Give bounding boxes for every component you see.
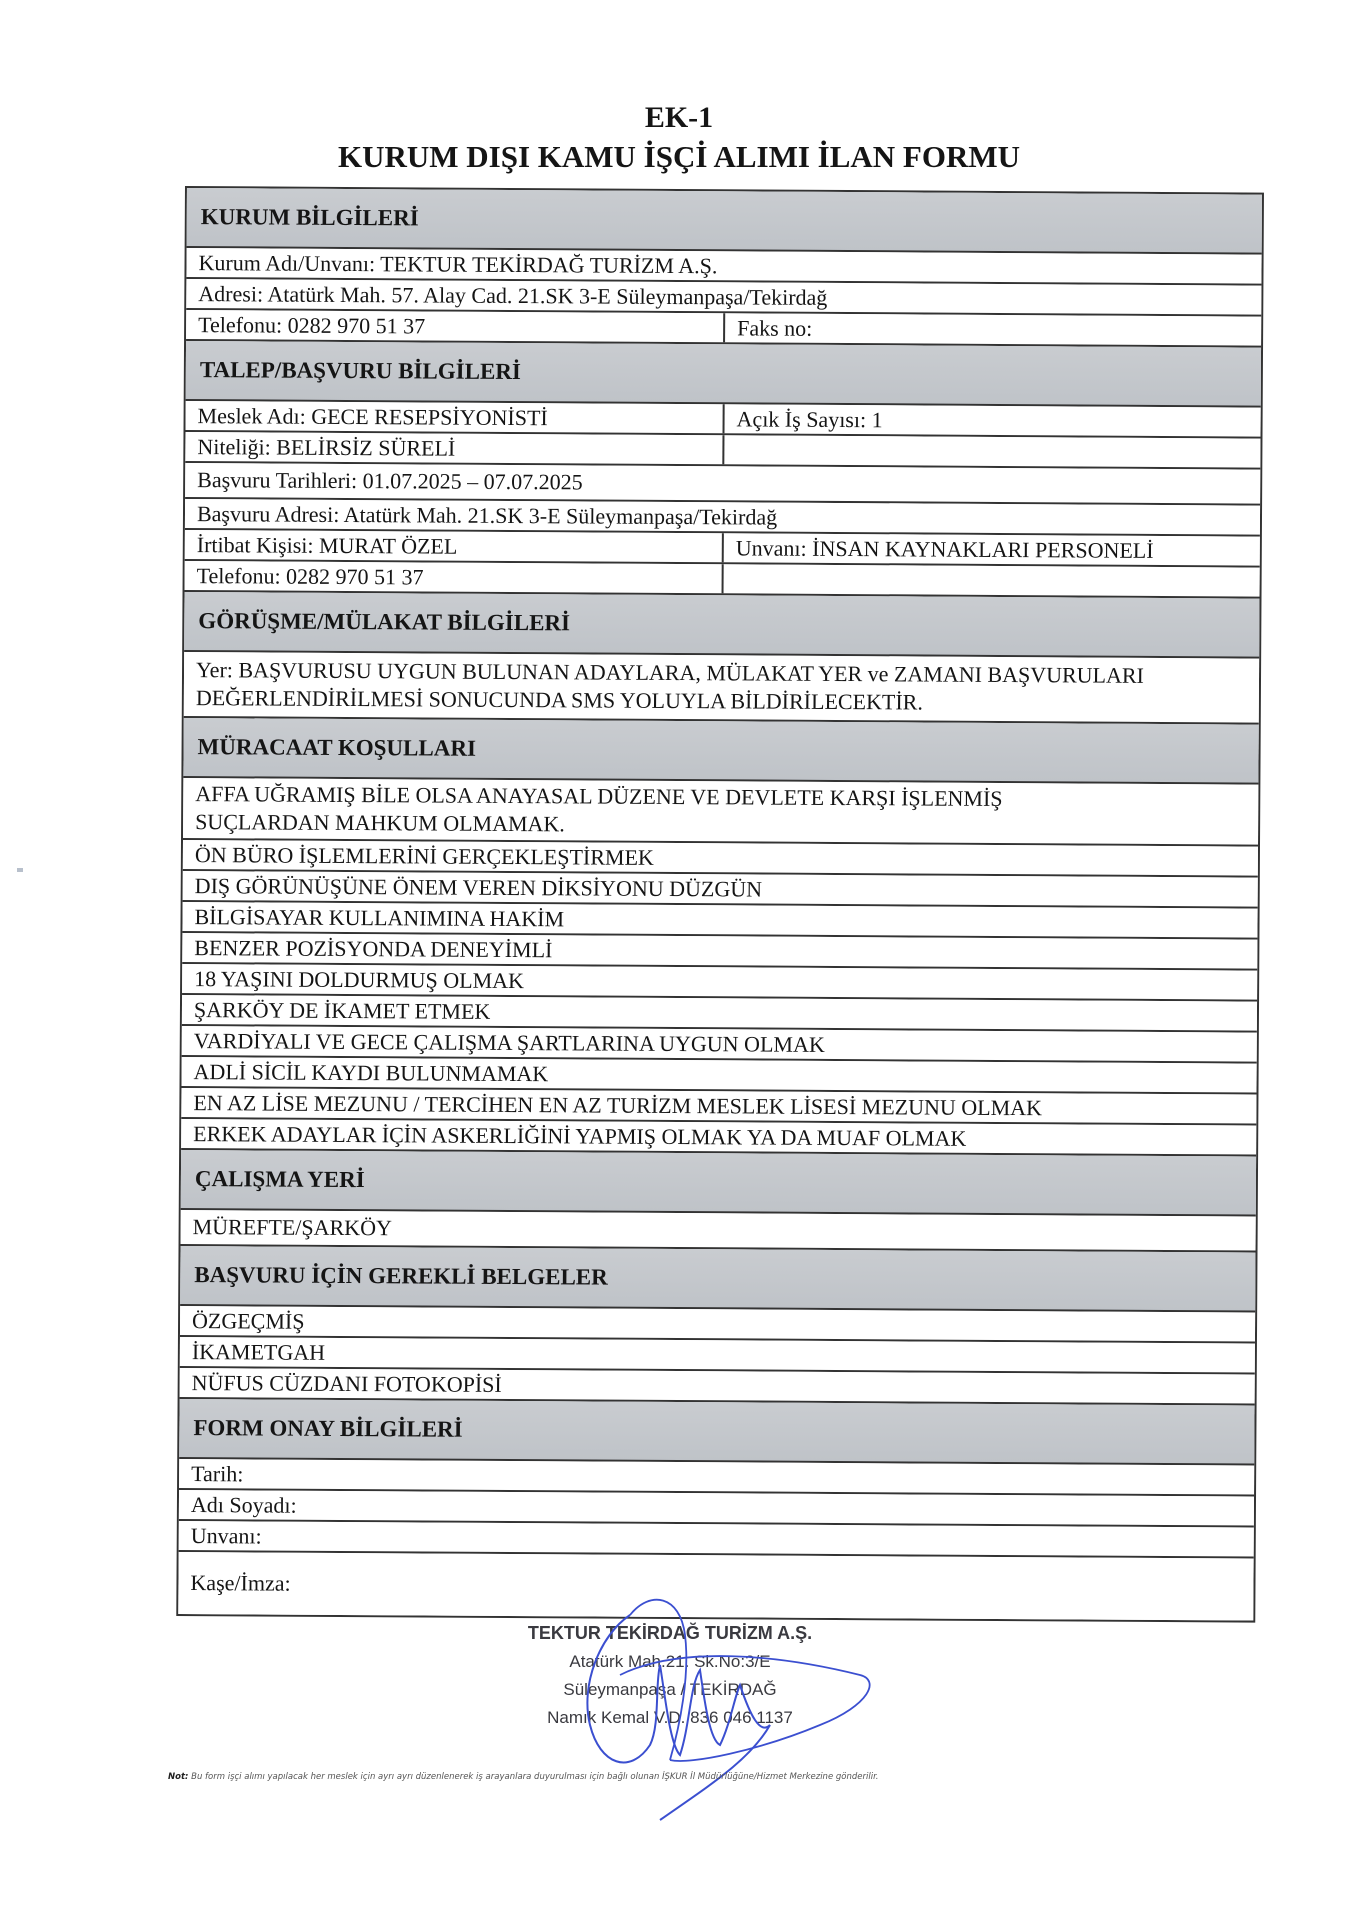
stamp-tax-office: Namık Kemal V.D. 836 046 1137 — [547, 1708, 793, 1727]
list-item — [183, 778, 1258, 847]
field-basvuru-tarihleri: Başvuru Tarihleri: 01.07.2025 – 07.07.2025 — [197, 467, 583, 495]
field-faks: Faks no: — [737, 314, 813, 341]
section-muracaat-kosullari — [183, 718, 1258, 785]
section-heading: GÖRÜŞME/MÜLAKAT BİLGİLERİ — [198, 608, 571, 636]
section-heading: ÇALIŞMA YERİ — [194, 1166, 365, 1193]
stamp-address: Atatürk Mah.21. Sk.No:3/E — [569, 1652, 771, 1671]
empty-cell — [724, 564, 1260, 596]
section-gorusme-mulakat — [184, 592, 1259, 659]
section-form-onay — [179, 1399, 1254, 1466]
section-heading: KURUM BİLGİLERİ — [200, 204, 419, 231]
scan-artifact — [17, 868, 23, 872]
condition-item: ÖN BÜRO İŞLEMLERİNİ GERÇEKLEŞTİRMEK — [194, 841, 654, 870]
section-heading: BAŞVURU İÇİN GEREKLİ BELGELER — [194, 1262, 608, 1290]
section-calisma-yeri — [181, 1150, 1256, 1217]
company-stamp — [500, 1618, 840, 1732]
document-item: ÖZGEÇMİŞ — [191, 1307, 305, 1334]
section-heading: TALEP/BAŞVURU BİLGİLERİ — [199, 357, 521, 385]
stamp-district: Süleymanpaşa / TEKİRDAĞ — [563, 1680, 777, 1699]
field-basvuru-adresi: Başvuru Adresi: Atatürk Mah. 21.SK 3-E Süleymanpaşa/Tekirdağ — [196, 500, 778, 530]
section-kurum-bilgileri — [187, 188, 1262, 255]
condition-item: BİLGİSAYAR KULLANIMINA HAKİM — [194, 903, 565, 931]
footnote-label: Not: — [168, 1772, 189, 1782]
form-title: KURUM DIŞI KAMU İŞÇİ ALIMI İLAN FORMU — [337, 139, 1021, 174]
condition-item: ERKEK ADAYLAR İÇİN ASKERLİĞİNİ YAPMIŞ OLMAK YA DA MUAF OLMAK — [193, 1120, 967, 1151]
field-calisma-yeri: MÜREFTE/ŞARKÖY — [192, 1214, 392, 1241]
row-kase-imza — [178, 1552, 1253, 1621]
section-heading: MÜRACAAT KOŞULLARI — [197, 734, 477, 761]
document-item: NÜFUS CÜZDANI FOTOKOPİSİ — [191, 1369, 502, 1397]
stamp-company-name: TEKTUR TEKİRDAĞ TURİZM A.Ş. — [527, 1623, 813, 1643]
field-tarih: Tarih: — [191, 1460, 244, 1486]
field-meslek-adi: Meslek Adı: GECE RESEPSİYONİSTİ — [186, 401, 725, 433]
section-heading: FORM ONAY BİLGİLERİ — [193, 1415, 463, 1442]
job-posting-form — [176, 186, 1264, 1623]
field-niteligi: Niteliği: BELİRSİZ SÜRELİ — [185, 432, 724, 464]
field-mulakat-yer: Yer: BAŞVURUSU UYGUN BULUNAN ADAYLARA, MÜLAKAT YER ve ZAMANI BAŞVURULARI DEĞERLENDİRİLMESİ SONUCUNDA SMS YOLUYLA BİLDİRİLECEKTİR. — [195, 657, 1144, 715]
document-item: İKAMETGAH — [191, 1338, 326, 1365]
document-title-block — [0, 100, 1358, 176]
field-adresi: Adresi: Atatürk Mah. 57. Alay Cad. 21.SK 3-E Süleymanpaşa/Tekirdağ — [198, 280, 828, 310]
footnote-text: Bu form işçi alımı yapılacak her meslek için ayrı ayrı düzenlenerek iş arayanlara duyurulması için bağlı olunan İŞKUR İl Müdürlüğüne/Hizmet Merkezine gönderilir. — [191, 1772, 879, 1782]
field-adi-soyadi: Adı Soyadı: — [190, 1491, 297, 1518]
annex-label: EK-1 — [644, 101, 714, 134]
condition-item: AFFA UĞRAMIŞ BİLE OLSA ANAYASAL DÜZENE VE DEVLETE KARŞI İŞLENMİŞ SUÇLARDAN MAHKUM OLMAMAK. — [195, 781, 1003, 837]
field-telefonu: Telefonu: 0282 970 51 37 — [186, 310, 725, 342]
field-kurum-adi: Kurum Adı/Unvanı: TEKTUR TEKİRDAĞ TURİZM A.Ş. — [198, 249, 718, 278]
section-gerekli-belgeler — [180, 1246, 1255, 1313]
condition-item: EN AZ LİSE MEZUNU / TERCİHEN EN AZ TURİZM MESLEK LİSESİ MEZUNU OLMAK — [193, 1089, 1043, 1120]
field-acik-is-sayisi: Açık İş Sayısı: 1 — [736, 405, 883, 432]
field-irtibat-kisisi: İrtibat Kişisi: MURAT ÖZEL — [185, 530, 724, 562]
condition-item: DIŞ GÖRÜNÜŞÜNE ÖNEM VEREN DİKSİYONU DÜZGÜN — [194, 872, 763, 902]
field-kase-imza: Kaşe/İmza: — [190, 1570, 291, 1596]
footnote — [168, 1772, 1268, 1782]
empty-cell — [724, 435, 1260, 467]
row-mulakat-yer — [184, 652, 1259, 725]
field-unvani: Unvanı: İNSAN KAYNAKLARI PERSONELİ — [735, 534, 1154, 563]
condition-item: 18 YAŞINI DOLDURMUŞ OLMAK — [194, 965, 525, 993]
condition-item: BENZER POZİSYONDA DENEYİMLİ — [194, 934, 553, 962]
section-talep-basvuru — [186, 341, 1261, 408]
condition-item: ŞARKÖY DE İKAMET ETMEK — [193, 996, 491, 1024]
condition-item: ADLİ SİCİL KAYDI BULUNMAMAK — [193, 1058, 549, 1086]
field-onay-unvani: Unvanı: — [190, 1522, 262, 1548]
condition-item: VARDİYALI VE GECE ÇALIŞMA ŞARTLARINA UYGUN OLMAK — [193, 1027, 825, 1057]
field-irtibat-telefonu: Telefonu: 0282 970 51 37 — [185, 561, 724, 593]
